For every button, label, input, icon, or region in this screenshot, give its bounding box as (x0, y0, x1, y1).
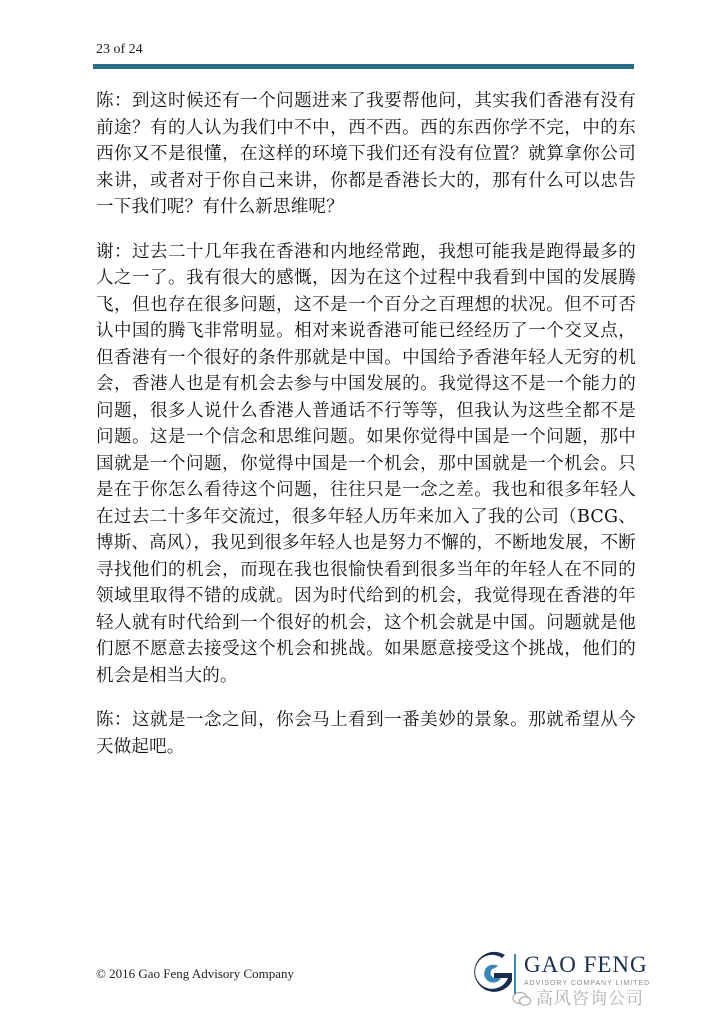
paragraph-xie-answer: 谢：过去二十几年我在香港和内地经常跑，我想可能我是跑得最多的人之一了。我有很大的感慨，因为在这个过程中我看到中国的发展腾飞，但也存在很多问题，这不是一个百分之百理想的状况。但不可否认中国的腾飞非常明显。相对来说香港可能已经经历了一个交叉点，但香港有一个很好的条件那就是中国。中国给予香港年轻人无穷的机会，香港人也是有机会去参与中国发展的。我觉得这不是一个能力的问题，很多人说什么香港人普通话不行等等，但我认为这些全都不是问题。这是一个信念和思维问题。如果你觉得中国是一个问题，那中国就是一个问题，你觉得中国是一个机会，那中国就是一个机会。只是在于你怎么看待这个问题，往往只是一念之差。我也和很多年轻人在过去二十多年交流过，很多年轻人历年来加入了我的公司（BCG、博斯、高风），我见到很多年轻人也是努力不懈的，不断地发展，不断寻找他们的机会，而现在我也很愉快看到很多当年的年轻人在不同的领域里取得不错的成就。因为时代给到的机会，我觉得现在香港的年轻人就有时代给到一个很好的机会，这个机会就是中国。问题就是他们愿不愿意去接受这个机会和挑战。如果愿意接受这个挑战，他们的机会是相当大的。 (96, 241, 636, 686)
page-number: 23 of 24 (96, 42, 143, 57)
document-body (96, 88, 636, 778)
logo-tagline: ADVISORY COMPANY LIMITED (524, 980, 651, 987)
footer-copyright: © 2016 Gao Feng Advisory Company (96, 966, 295, 981)
paragraph-chen-question: 陈：到这时候还有一个问题进来了我要帮他问，其实我们香港有没有前途？有的人认为我们中不中，西不西。西的东西你学不完，中的东西你又不是很懂，在这样的环境下我们还有没有位置？就算拿你公司来讲，或者对于你自己来讲，你都是香港长大的，那有什么可以忠告一下我们呢？有什么新思维呢？ (96, 91, 636, 217)
paragraph-chen-closing: 陈：这就是一念之间，你会马上看到一番美妙的景象。那就希望从今天做起吧。 (96, 710, 636, 757)
wechat-watermark (512, 984, 644, 1009)
gao-feng-g-mark-icon (468, 948, 518, 998)
logo-wordmark: GAO FENG (524, 952, 648, 977)
watermark-text: 高风咨询公司 (536, 989, 644, 1009)
wechat-icon (512, 991, 532, 1007)
header-rule (93, 64, 634, 69)
